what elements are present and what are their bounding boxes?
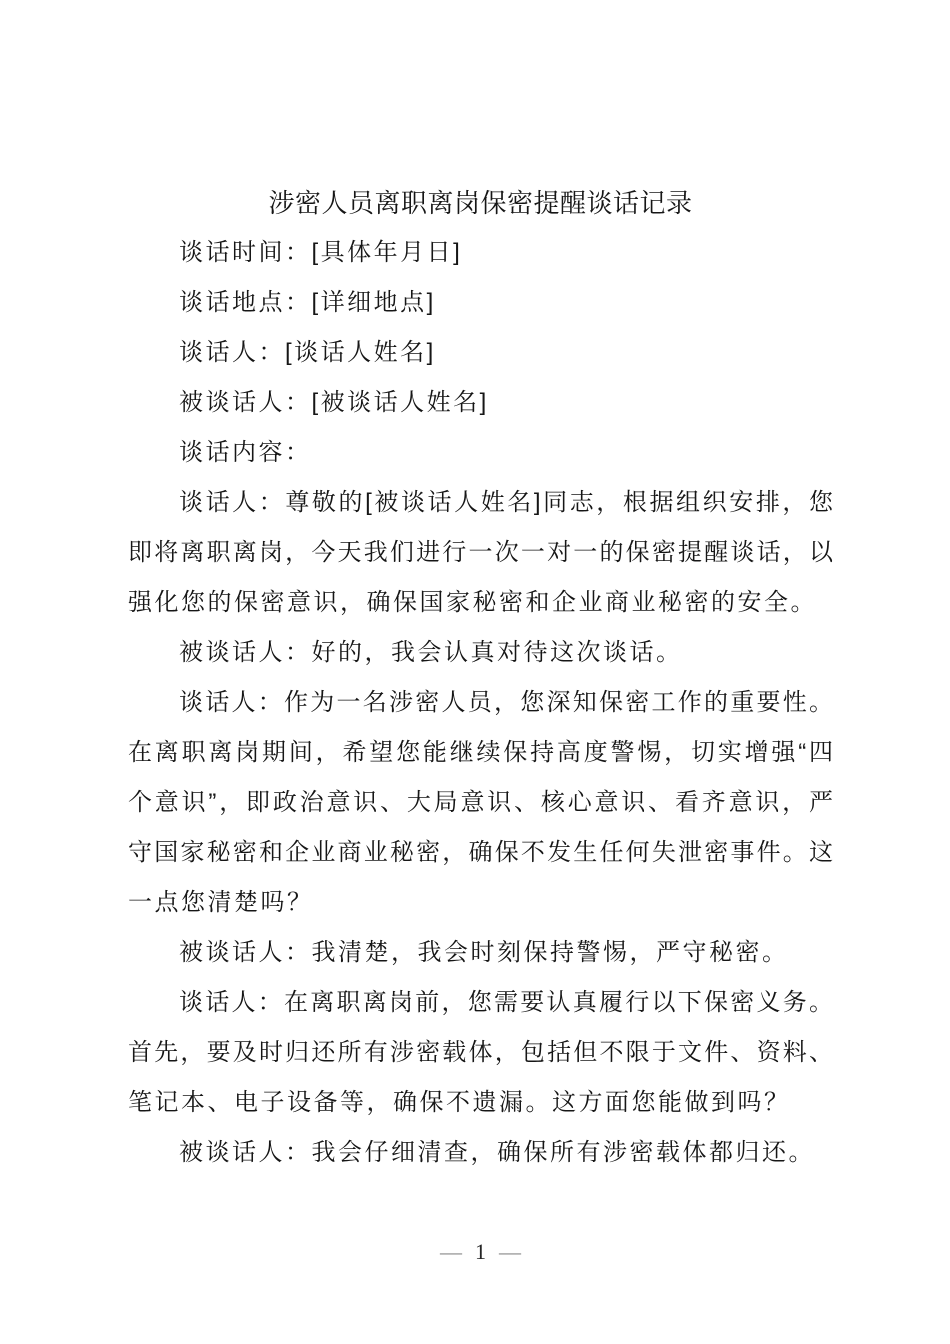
- footer-dash-right: —: [499, 1239, 521, 1264]
- text-line: 即将离职离岗，今天我们进行一次一对一的保密提醒谈话，以: [128, 539, 833, 566]
- text-line: 谈话时间：[具体年月日]: [179, 239, 463, 266]
- page-footer: [128, 1227, 833, 1277]
- document-title: 涉密人员离职离岗保密提醒谈话记录: [268, 188, 693, 218]
- text-line: 笔记本、电子设备等，确保不遗漏。这方面您能做到吗？: [128, 1089, 791, 1116]
- text-line: 在离职离岗期间，希望您能继续保持高度警惕，切实增强“四: [128, 739, 833, 766]
- text-line: 被谈话人：我会仔细清查，确保所有涉密载体都归还。: [179, 1139, 815, 1166]
- text-line: 谈话人：[谈话人姓名]: [179, 339, 436, 366]
- text-line: 谈话地点：[详细地点]: [179, 289, 436, 316]
- text-line: 首先，要及时归还所有涉密载体，包括但不限于文件、资料、: [128, 1039, 833, 1066]
- text-line: 个意识”，即政治意识、大局意识、核心意识、看齐意识，严: [128, 789, 833, 816]
- text-line: 一点您清楚吗？: [128, 889, 314, 916]
- text-line: 守国家秘密和企业商业秘密，确保不发生任何失泄密事件。这: [128, 839, 833, 866]
- text-line: 强化您的保密意识，确保国家秘密和企业商业秘密的安全。: [128, 589, 817, 616]
- text-line: 被谈话人：好的，我会认真对待这次谈话。: [179, 639, 683, 666]
- text-line: 谈话人：作为一名涉密人员，您深知保密工作的重要性。: [179, 689, 833, 716]
- footer-dash-left: —: [440, 1239, 462, 1264]
- text-line: 谈话人：在离职离岗前，您需要认真履行以下保密义务。: [179, 989, 833, 1016]
- text-line: 谈话人：尊敬的[被谈话人姓名]同志，根据组织安排，您: [179, 489, 833, 516]
- text-line: 被谈话人：我清楚，我会时刻保持警惕，严守秘密。: [179, 939, 789, 966]
- text-line: 谈话内容：: [179, 439, 312, 466]
- document-body: [128, 228, 833, 1178]
- text-line: 被谈话人：[被谈话人姓名]: [179, 389, 489, 416]
- page-number: 1: [475, 1239, 486, 1264]
- document-content: [128, 178, 833, 1178]
